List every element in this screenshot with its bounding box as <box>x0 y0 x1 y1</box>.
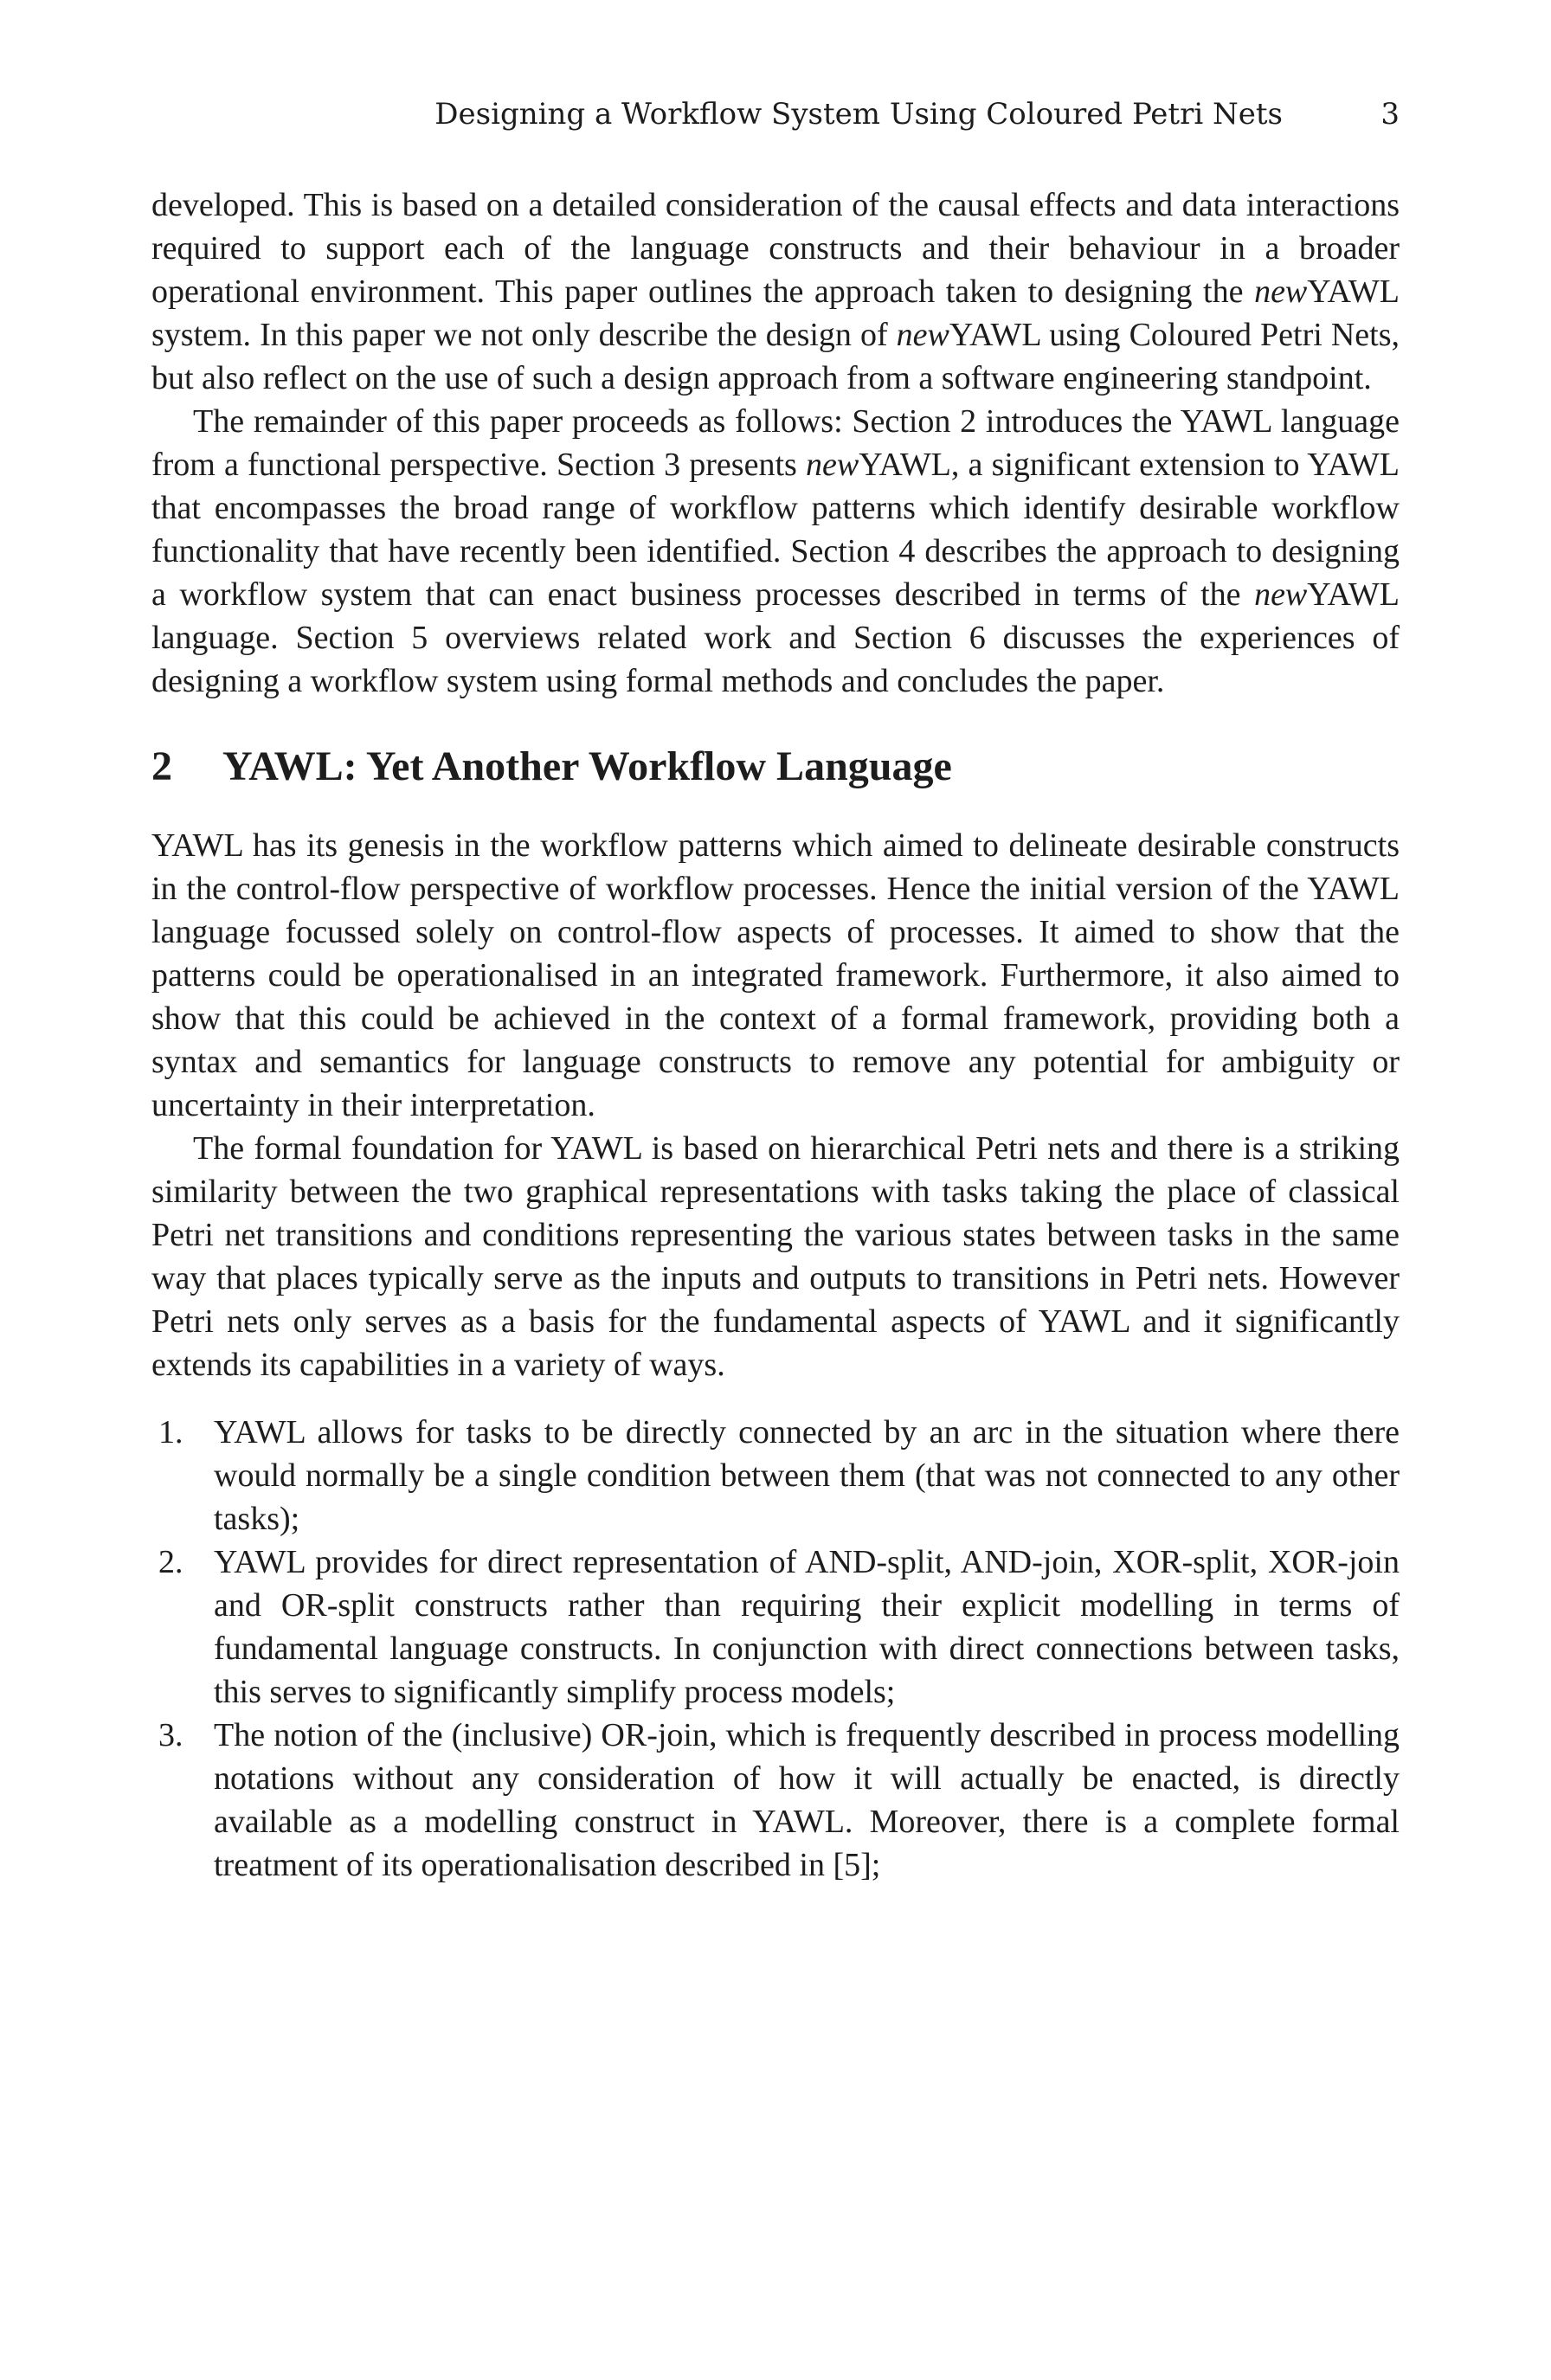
section-paragraph-2: The formal foundation for YAWL is based on hierarchical Petri nets and there is a striking similarity between the two graphical representations with tasks taking the place of classical Petri net transitions and conditions representing the various states between tasks in the same way that places typically serve as the inputs and outputs to transitions in Petri nets. However Petri nets only serves as a basis for the fundamental aspects of YAWL and it significantly extends its capabilities in a variety of ways. <box>151 1130 1400 1383</box>
page-body <box>151 183 1400 1887</box>
intro-paragraph-1 <box>151 183 1400 400</box>
list-item <box>151 1411 1400 1541</box>
section-title: YAWL: Yet Another Workflow Language <box>222 743 952 789</box>
list-item-number: 3. <box>158 1717 183 1753</box>
emphasis-new: new <box>896 317 949 353</box>
section-paragraph-1: YAWL has its genesis in the workflow patterns which aimed to delineate desirable constructs in the control-flow perspective of workflow processes. Hence the initial version of the YAWL language focussed solely on control-flow aspects of processes. It aimed to show that the patterns could be operationalised in an integrated framework. Furthermore, it also aimed to show that this could be achieved in the context of a formal framework, providing both a syntax and semantics for language constructs to remove any potential for ambiguity or uncertainty in their interpretation. <box>151 827 1400 1123</box>
text-run: YAWL, a significant extension to YAWL that encompasses the broad range of workflow patterns which identify desirable workflow functionality that have recently been identified. Section 4 describes the approach to designing a workflow system that can enact business processes described in terms of the <box>151 447 1400 613</box>
emphasis-new: new <box>805 447 859 483</box>
text-run: YAWL using Coloured Petri Nets, but also reflect on the use of such a design approach from a software engineering standpoint. <box>151 317 1400 396</box>
section-number: 2 <box>151 743 172 789</box>
emphasis-new: new <box>1254 273 1308 310</box>
numbered-list <box>151 1411 1400 1887</box>
running-title: Designing a Workflow System Using Coloured Petri Nets <box>434 97 1283 132</box>
list-item-text: YAWL allows for tasks to be directly connected by an arc in the situation where there would normally be a single condition between them (that was not connected to any other tasks); <box>214 1414 1400 1537</box>
intro-paragraph-2 <box>151 400 1400 703</box>
section-heading <box>151 743 1400 791</box>
text-run: developed. This is based on a detailed consideration of the causal effects and data interactions required to support each of the language constructs and their behaviour in a broader operational environment. This paper outlines the approach taken to designing the <box>151 187 1400 310</box>
page-header <box>151 97 1400 133</box>
list-item-text: The notion of the (inclusive) OR-join, which is frequently described in process modelling notations without any consideration of how it will actually be enacted, is directly available as a modelling construct in YAWL. Moreover, there is a complete formal treatment of its operationalisation described in [5]; <box>214 1717 1400 1883</box>
list-item-text: YAWL provides for direct representation of AND-split, AND-join, XOR-split, XOR-join and OR-split constructs rather than requiring their explicit modelling in terms of fundamental language constructs. In conjunction with direct connections between tasks, this serves to significantly simplify process models; <box>214 1544 1400 1710</box>
text-run: The remainder of this paper proceeds as follows: Section 2 introduces the YAWL language from a functional perspective. Section 3 presents <box>151 403 1400 483</box>
text-run: YAWL system. In this paper we not only describe the design of <box>151 273 1400 353</box>
list-item-number: 2. <box>158 1544 183 1580</box>
emphasis-new: new <box>1254 576 1308 613</box>
list-item <box>151 1714 1400 1887</box>
list-item-number: 1. <box>158 1414 183 1451</box>
page-number: 3 <box>1380 97 1400 132</box>
list-item <box>151 1541 1400 1714</box>
text-run: YAWL language. Section 5 overviews related work and Section 6 discusses the experiences of designing a workflow system using formal methods and concludes the paper. <box>151 576 1400 699</box>
